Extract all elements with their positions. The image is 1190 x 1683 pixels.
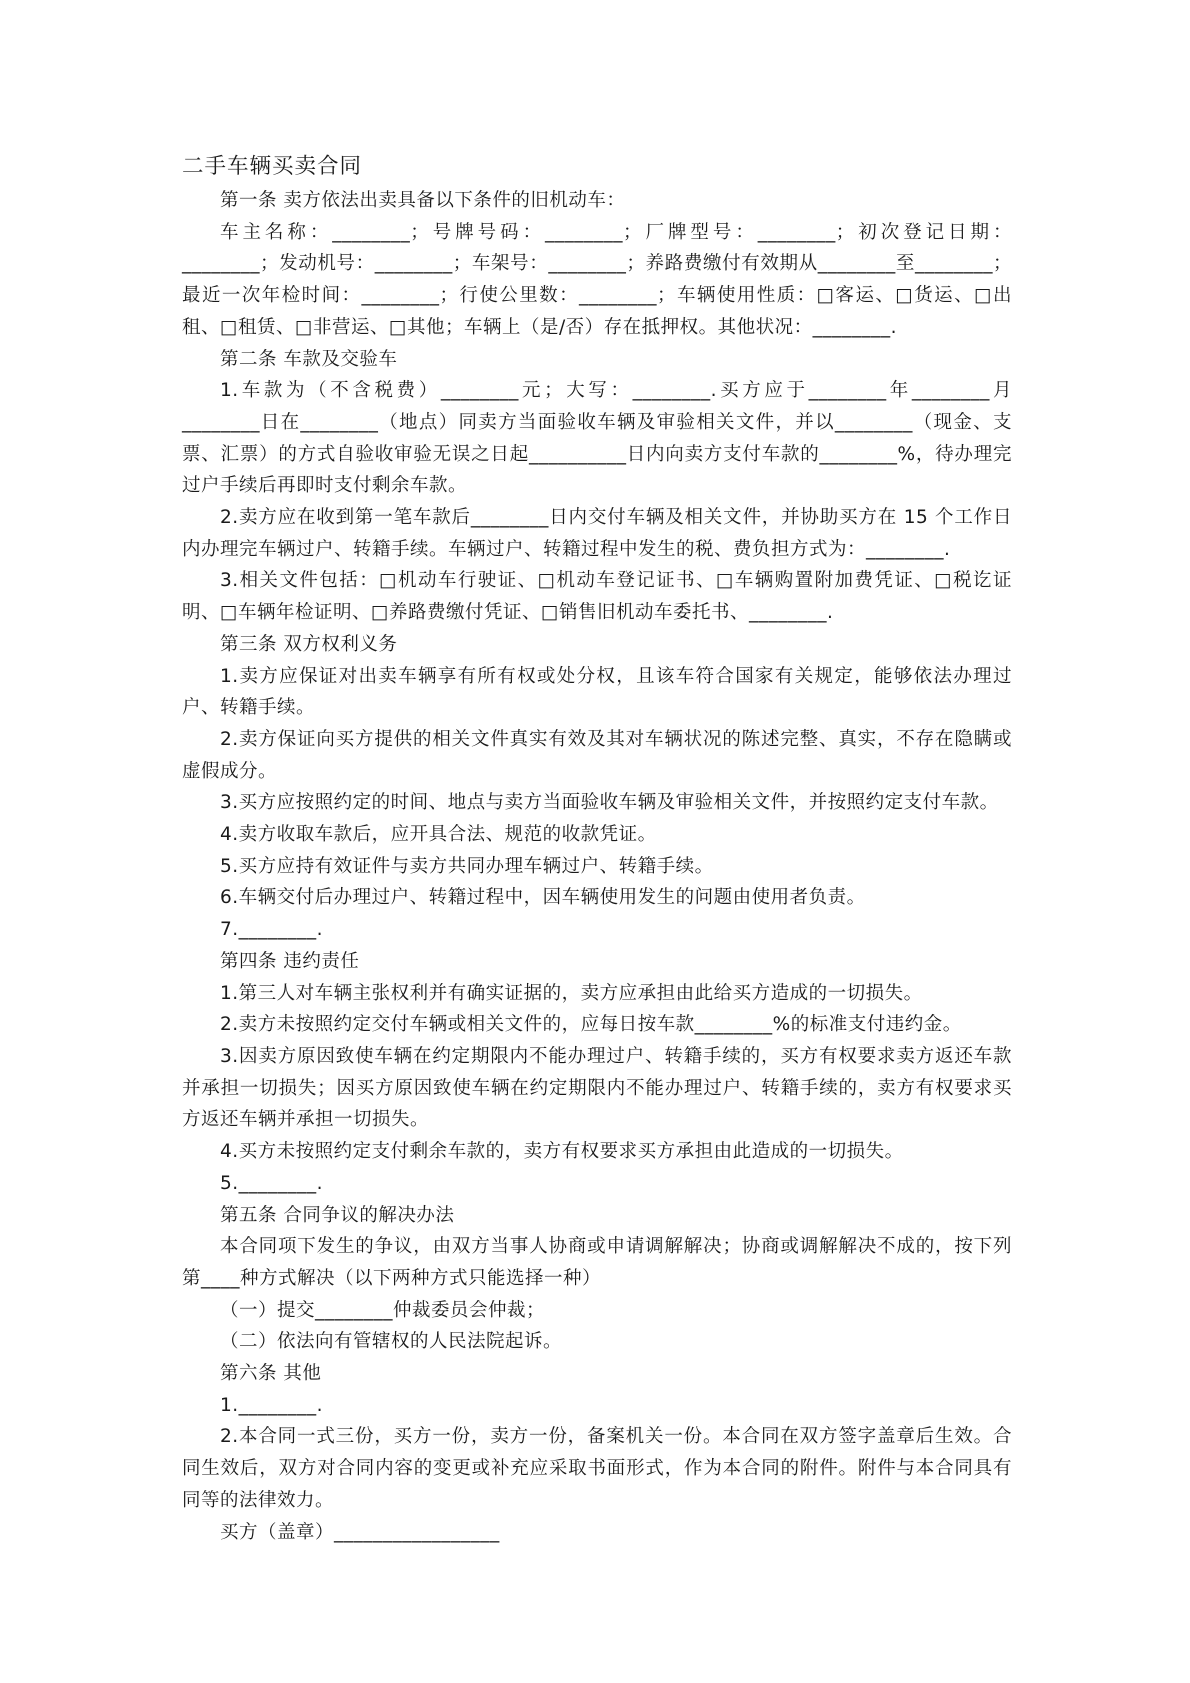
article-4-clause-2: 2.卖方未按照约定交付车辆或相关文件的，应每日按车款________%的标准支付违约金。 — [220, 1014, 962, 1036]
article-4-clause-4: 4.买方未按照约定支付剩余车款的，卖方有权要求买方承担由此造成的一切损失。 — [220, 1141, 904, 1163]
article-3-clause-3: 3.买方应按照约定的时间、地点与卖方当面验收车辆及审验相关文件，并按照约定支付车款。 — [220, 792, 999, 814]
article-2-heading: 第二条 车款及交验车 — [220, 348, 398, 370]
article-6-clause-1: 1.________. — [220, 1394, 324, 1416]
article-5-option-2: （二）依法向有管辖权的人民法院起诉。 — [220, 1331, 563, 1353]
article-3-clause-1: 1.卖方应保证对出卖车辆享有所有权或处分权，且该车符合国家有关规定，能够依法办理过户、转籍手续。 — [182, 665, 1012, 719]
article-3-heading: 第三条 双方权利义务 — [220, 633, 398, 655]
document-title: 二手车辆买卖合同 — [182, 154, 363, 179]
article-5-option-1: （一）提交________仲裁委员会仲裁； — [220, 1299, 546, 1321]
article-5-body: 本合同项下发生的争议，由双方当事人协商或申请调解解决；协商或调解解决不成的，按下列第____种方式解决（以下两种方式只能选择一种） — [182, 1236, 1012, 1289]
article-4-clause-3: 3.因卖方原因致使车辆在约定期限内不能办理过户、转籍手续的，买方有权要求卖方返还车款并承担一切损失；因买方原因致使车辆在约定期限内不能办理过户、转籍手续的，卖方有权要求买方返还车辆并承担一切损失。 — [182, 1045, 1012, 1131]
article-4-heading: 第四条 违约责任 — [220, 950, 360, 972]
article-3-clause-6: 6.车辆交付后办理过户、转籍过程中，因车辆使用发生的问题由使用者负责。 — [220, 887, 866, 909]
article-6-clause-2: 2.本合同一式三份，买方一份，卖方一份，备案机关一份。本合同在双方签字盖章后生效。合同生效后，双方对合同内容的变更或补充应采取书面形式，作为本合同的附件。附件与本合同具有同等的法律效力。 — [182, 1426, 1012, 1511]
article-3-clause-2: 2.卖方保证向买方提供的相关文件真实有效及其对车辆状况的陈述完整、真实，不存在隐瞒或虚假成分。 — [182, 728, 1012, 782]
contract-page — [182, 150, 1012, 1548]
article-4-clause-1: 1.第三人对车辆主张权利并有确实证据的，卖方应承担由此给买方造成的一切损失。 — [220, 982, 923, 1004]
article-1-heading: 第一条 卖方依法出卖具备以下条件的旧机动车： — [220, 190, 626, 211]
article-3-clause-4: 4.卖方收取车款后，应开具合法、规范的收款凭证。 — [220, 824, 657, 846]
article-3-clause-5: 5.买方应持有效证件与卖方共同办理车辆过户、转籍手续。 — [220, 855, 714, 877]
article-6-heading: 第六条 其他 — [220, 1363, 322, 1385]
article-2-clause-2: 2.卖方应在收到第一笔车款后________日内交付车辆及相关文件，并协助买方在 15 个工作日内办理完车辆过户、转籍手续。车辆过户、转籍过程中发生的税、费负担方式为：________. — [182, 507, 1012, 560]
buyer-signature-line: 买方（盖章）_________________ — [220, 1521, 500, 1543]
vehicle-details-paragraph: 车主名称：________；号牌号码：________；厂牌型号：________；初次登记日期：________；发动机号：________；车架号：________；养路费缴付有效期从________至________；最近一次年检时间：________；行使公里数：________；车辆使用性质：□客运、□货运、□出租、□租赁、□非营运、□其他；车辆上（是/否）存在抵押权。其他状况：________. — [182, 221, 1012, 338]
article-3-clause-7: 7.________. — [220, 919, 324, 941]
article-2-clause-1: 1.车款为（不含税费）________元；大写：________.买方应于________年________月________日在________（地点）同卖方当面验收车辆及审验相关文件，并以________（现金、支票、汇票）的方式自验收审验无误之日起__________日内向卖方支付车款的________%，待办理完过户手续后再即时支付剩余车款。 — [182, 380, 1012, 497]
article-2-clause-3: 3.相关文件包括：□机动车行驶证、□机动车登记证书、□车辆购置附加费凭证、□税讫证明、□车辆年检证明、□养路费缴付凭证、□销售旧机动车委托书、________. — [182, 570, 1012, 624]
article-4-clause-5: 5.________. — [220, 1172, 324, 1194]
article-5-heading: 第五条 合同争议的解决办法 — [220, 1204, 455, 1226]
